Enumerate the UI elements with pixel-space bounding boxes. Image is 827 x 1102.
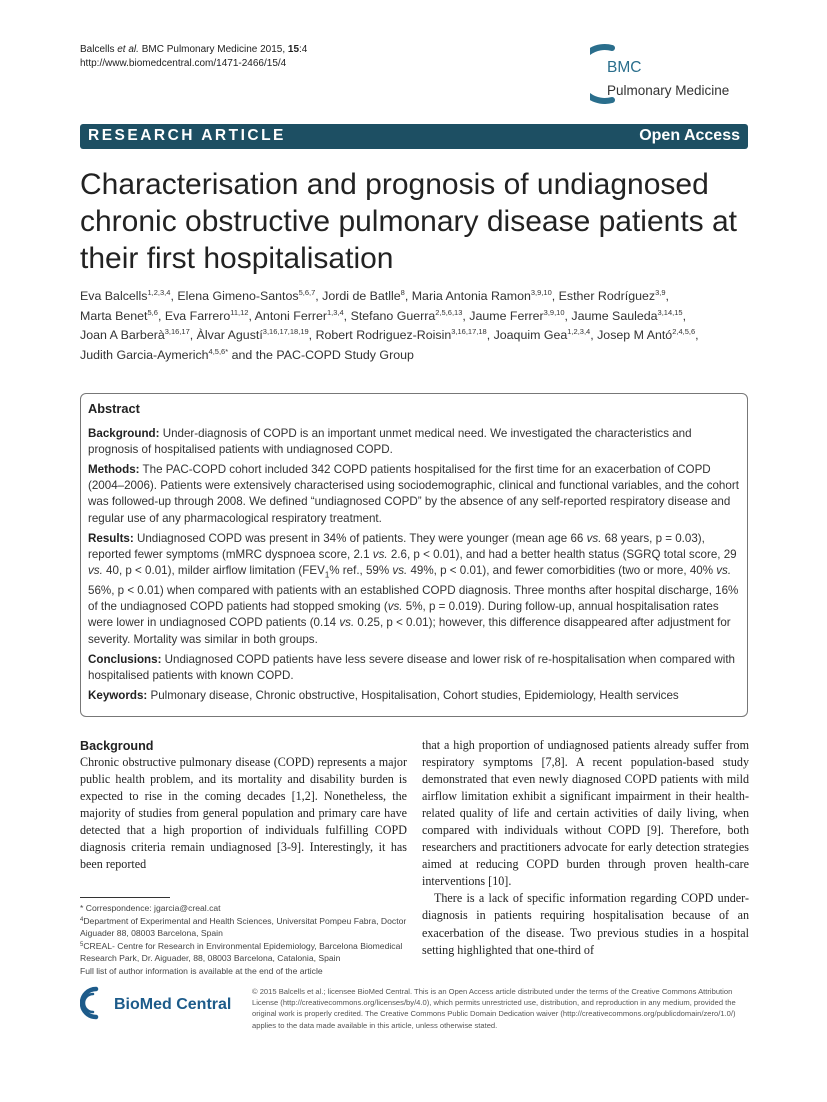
abstract-conclusions: Conclusions: Undiagnosed COPD patients have less severe disease and lower risk of re-hospitalisation when compared with hospitalised patients with known COPD. <box>88 652 735 682</box>
author: Jaume Sauleda$^{3,14,15}$ <box>571 307 683 323</box>
article-title <box>80 166 770 277</box>
author: Esther Rodríguez$^{3,9}$ <box>558 288 666 303</box>
body-paragraph: There is a lack of specific information regarding COPD under-diagnosis in patients requiring hospitalisation because of an exacerbation of the disease. Two previous studies in a hospital setting highlighted that one-third of <box>422 891 749 957</box>
author-list: Eva Balcells$^{1,2,3,4}$, Elena Gimeno-Santos$^{5,6,7}$, Jordi de Batlle$^8$, Maria Antonia Ramon$^{3,9,10}$, Esther Rodríguez$^{3,9}$, Marta Benet$^{5,6}$, Eva Farrero$^{11,12}$, Antoni Ferrer$^{1,3,4}$, Stefano Guerra$^{2,5,6,13}$, Jaume Ferrer$^{3,9,10}$, Jaume Sauleda$^{3,14,15}$, Joan A Barberà$^{3,16,17}$, Àlvar Agustí$^{3,16,17,18,19}$, Robert Rodriguez-Roisin$^{3,16,17,18}$, Joaquim Gea$^{1,2,3,4}$, Josep M Antó$^{2,4,5,6}$, Judith Garcia-Aymerich$^{4,5,6*}$ and the PAC-COPD Study Group <box>80 288 699 363</box>
background-heading: Background <box>80 739 154 753</box>
author: Josep M Antó$^{2,4,5,6}$ <box>597 327 696 343</box>
author: Jordi de Batlle$^8$ <box>322 288 405 303</box>
citation-line: Balcells et al. BMC Pulmonary Medicine 2015, 15:4 <box>80 44 308 55</box>
abstract-content <box>88 401 742 708</box>
title-line: Characterisation and prognosis of undiagnosed <box>80 168 709 201</box>
author: Marta Benet$^{5,6}$ <box>80 307 158 323</box>
license-text: © 2015 Balcells et al.; licensee BioMed Central. This is an Open Access article distributed under the terms of the Creative Commons Attribution License (http://creativecommons.org/licenses/by/4.0), which permits unrestricted use, distribution, and reproduction in any medium, provided the original work is properly credited. The Creative Commons Public Domain Dedication waiver (http://creativecommons.org/publicdomain/zero/1.0/) applies to the data made available in this article, unless otherwise stated. <box>252 987 736 1030</box>
body-right-column <box>422 737 749 959</box>
author: Antoni Ferrer$^{1,3,4}$ <box>254 307 344 323</box>
author: Stefano Guerra$^{2,5,6,13}$ <box>350 307 463 323</box>
footnote-divider <box>80 897 170 898</box>
author: Joan A Barberà$^{3,16,17}$ <box>80 327 190 343</box>
open-access-label: Open Access <box>639 127 740 144</box>
authors-tail: and the PAC-COPD Study Group <box>228 348 414 363</box>
author: Judith Garcia-Aymerich$^{4,5,6*}$ <box>80 347 229 363</box>
abstract-keywords: Keywords: Pulmonary disease, Chronic obstructive, Hospitalisation, Cohort studies, Epidemiology, Health services <box>88 688 679 702</box>
research-article-label: RESEARCH ARTICLE <box>88 127 286 144</box>
footnotes <box>80 902 410 977</box>
citation-header <box>80 43 307 71</box>
author: Àlvar Agustí$^{3,16,17,18,19}$ <box>196 327 309 343</box>
title-line: chronic obstructive pulmonary disease patients at <box>80 205 738 238</box>
correspondence: * Correspondence: jgarcia@creal.cat <box>80 903 221 913</box>
publisher-logo-inner-arc <box>84 994 93 1012</box>
affiliation-5: $^5$CREAL- Centre for Research in Environmental Epidemiology, Barcelona Biomedical Research Park, Dr. Aiguader, 88, 08003 Barcelona, Catalonia, Spain <box>80 940 403 963</box>
affiliation-4: $^4$Department of Experimental and Health Sciences, Universitat Pompeu Fabra, Doctor Aiguader 88, 08003 Barcelona, Spain <box>80 915 407 938</box>
biomed-central-logo-icon <box>80 986 240 1020</box>
author: Eva Balcells$^{1,2,3,4}$ <box>80 288 171 303</box>
author: Jaume Ferrer$^{3,9,10}$ <box>469 307 565 323</box>
abstract-heading: Abstract <box>88 401 140 416</box>
journal-name: Pulmonary Medicine <box>607 83 730 98</box>
abstract-box <box>80 393 748 717</box>
publisher-logo-text: BioMed Central <box>114 996 232 1013</box>
full-author-info-note: Full list of author information is available at the end of the article <box>80 965 323 976</box>
body-paragraph: Chronic obstructive pulmonary disease (COPD) represents a major public health problem, and its mortality and disability burden is expected to rise in the coming decades [1,2]. Nonetheless, the majority of studies from general population and primary care have detected that a high proportion of individuals fulfilling COPD diagnosis criteria remain undiagnosed [3-9]. Interestingly, it has been reported <box>80 755 407 872</box>
abstract-methods: Methods: The PAC-COPD cohort included 342 COPD patients hospitalised for the first time for an exacerbation of COPD (2004–2006). Patients were extensively characterised using sociodemographic, clinical and functional variables, and the cohort was followed-up through 2008. We defined “undiagnosed COPD” by the absence of any self-reported respiratory disease and regular use of any pharmacological respiratory treatment. <box>88 463 739 525</box>
abstract-results: Results: Undiagnosed COPD was present in 34% of patients. They were younger (mean age 66 vs. 68 years, p = 0.03), reported fewer symptoms (mMRC dyspnoea score, 2.1 vs. 2.6, p < 0.01), and had a better health status (SGRQ total score, 29 vs. 40, p < 0.01), milder airflow limitation ($FEV_1\%$ ref., 59% vs. 49%, p < 0.01), and fewer comorbidities (two or more, 40% vs. 56%, p < 0.01) when compared with patients with an established COPD diagnosis. Three months after hospital discharge, 16% of the undiagnosed COPD patients had stopped smoking (vs. 5%, p = 0.019). During follow-up, annual hospitalisation rates were lower in undiagnosed COPD patients (0.14 vs. 0.25, p < 0.01); however, this difference disappeared after adjustment for severity. Mortality was similar in both groups. <box>88 531 739 646</box>
author: Robert Rodriguez-Roisin$^{3,16,17,18}$ <box>315 327 487 343</box>
author: Joaquim Gea$^{1,2,3,4}$ <box>493 327 591 343</box>
journal-logo-text: BMC <box>607 59 642 76</box>
body-paragraph: that a high proportion of undiagnosed patients already suffer from respiratory symptoms [7,8]. A recent population-based study demonstrated that even newly diagnosed COPD patients with mild airflow limitation exhibit a significant impairment in their health-related quality of life and certain activities of daily living, when compared with individuals without COPD [9]. Therefore, both researchers and practitioners advocate for early detection strategies aimed at reducing COPD burden through proven health-care interventions [10]. <box>422 738 749 889</box>
author: Maria Antonia Ramon$^{3,9,10}$ <box>411 288 552 303</box>
title-line: their first hospitalisation <box>80 242 394 275</box>
author: Eva Farrero$^{11,12}$ <box>164 307 249 323</box>
article-url[interactable]: http://www.biomedcentral.com/1471-2466/15/4 <box>80 58 287 69</box>
body-left-column <box>80 738 407 873</box>
article-type-banner <box>80 124 748 149</box>
author: Elena Gimeno-Santos$^{5,6,7}$ <box>177 288 316 303</box>
abstract-background: Background: Under-diagnosis of COPD is an important unmet medical need. We investigated the characteristics and prognosis of hospitalised patients with undiagnosed COPD. <box>88 427 692 457</box>
